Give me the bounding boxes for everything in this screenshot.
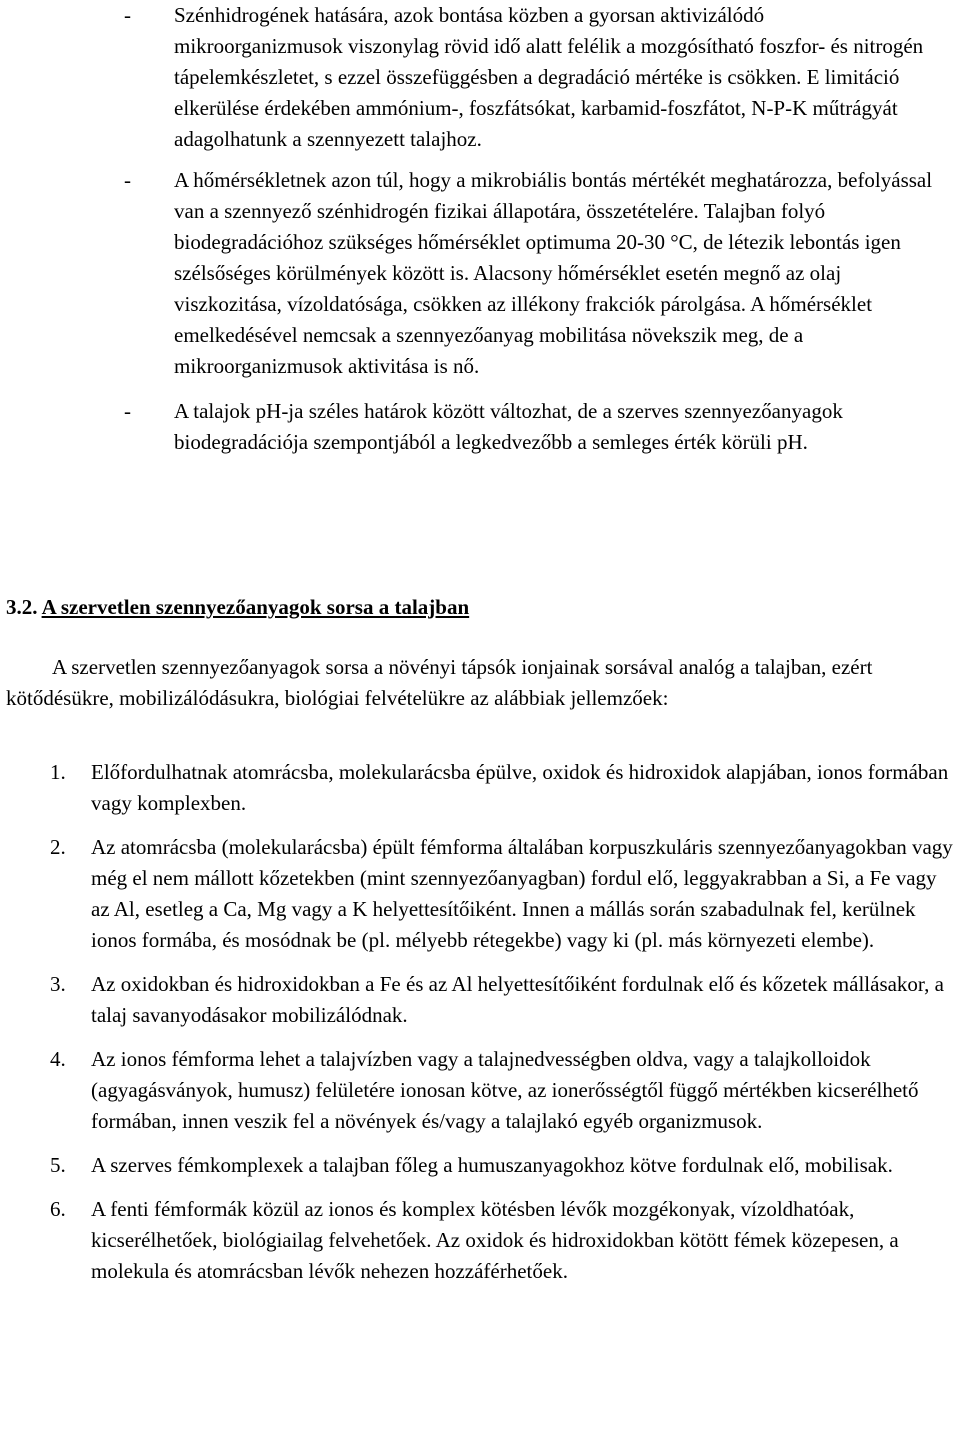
dash-marker: -: [124, 168, 131, 192]
item-text: Az oxidokban és hidroxidokban a Fe és az Al helyettesítőiként fordulnak elő és kőzetek mállásakor, a talaj savanyodásakor mobilizálódnak.: [91, 972, 944, 1027]
item-text: Az ionos fémforma lehet a talajvízben vagy a talajnedvességben oldva, vagy a talajkolloidok (agyagásványok, humusz) felületére ionosan kötve, az ionerősségtől függő mértékben kicserélhető formában, innen veszik fel a növények és/vagy a talajlakó egyéb organizmusok.: [91, 1047, 919, 1133]
intro-paragraph: A szervetlen szennyezőanyagok sorsa a növényi tápsók ionjainak sorsával analóg a talajban, ezért kötődésükre, mobilizálódásukra, biológiai felvételükre az alábbiak jellemzőek:: [6, 655, 873, 710]
item-number: 3.: [50, 972, 66, 996]
bullet-text: A talajok pH-ja széles határok között változhat, de a szerves szennyezőanyagok biodegradációja szempontjából a legkedvezőbb a semleges érték körüli pH.: [174, 399, 843, 454]
numbered-item: [0, 1150, 960, 1181]
dash-marker: -: [124, 399, 131, 423]
dash-marker: -: [124, 3, 131, 27]
bullet-list: [0, 0, 960, 458]
section-title: A szervetlen szennyezőanyagok sorsa a talajban: [41, 595, 470, 619]
numbered-item: [0, 1194, 960, 1287]
bullet-item-temperature: [0, 165, 960, 382]
numbered-item: [0, 757, 960, 819]
numbered-item: [0, 969, 960, 1031]
item-text: Előfordulhatnak atomrácsba, molekularácsba épülve, oxidok és hidroxidok alapjában, ionos formában vagy komplexben.: [91, 760, 949, 815]
item-number: 6.: [50, 1197, 66, 1221]
item-text: A fenti fémformák közül az ionos és komplex kötésben lévők mozgékonyak, vízoldhatóak, kicserélhetőek, biológiailag felvehetőek. Az oxidok és hidroxidokban kötött fémek közepesen, a molekula és atomrácsban lévők nehezen hozzáférhetőek.: [91, 1197, 899, 1283]
item-number: 1.: [50, 760, 66, 784]
numbered-item: [0, 1044, 960, 1137]
bullet-item-nutrients: [0, 0, 960, 155]
item-text: Az atomrácsba (molekularácsba) épült fémforma általában korpuszkuláris szennyezőanyagokban vagy még el nem mállott kőzetekben (mint szennyezőanyagban) fordul elő, leggyakrabban a Si, a Fe vagy az Al, esetleg a Ca, Mg vagy a K helyettesítőiként. Innen a mállás során szabadulnak fel, kerülnek ionos formába, és mosódnak be (pl. mélyebb rétegekbe) vagy ki (pl. más környezeti elembe).: [91, 835, 953, 952]
bullet-text: Szénhidrogének hatására, azok bontása közben a gyorsan aktivizálódó mikroorganizmusok viszonylag rövid idő alatt felélik a mozgósítható foszfor- és nitrogén tápelemkészletet, s ezzel összefüggésben a degradáció mértéke is csökken. E limitáció elkerülése érdekében ammónium-, foszfátsókat, karbamid-foszfátot, N-P-K műtrágyát adagolhatunk a szennyezett talajhoz.: [174, 3, 924, 151]
item-number: 4.: [50, 1047, 66, 1071]
item-text: A szerves fémkomplexek a talajban főleg a humuszanyagokhoz kötve fordulnak elő, mobilisak.: [91, 1153, 893, 1177]
item-number: 5.: [50, 1153, 66, 1177]
numbered-item: [0, 832, 960, 956]
bullet-text: A hőmérsékletnek azon túl, hogy a mikrobiális bontás mértékét meghatározza, befolyással van a szennyező szénhidrogén fizikai állapotára, összetételére. Talajban folyó biodegradációhoz szükséges hőmérséklet optimuma 20-30 °C, de létezik lebontás igen szélsőséges körülmények között is. Alacsony hőmérséklet esetén megnő az olaj viszkozitása, vízoldatósága, csökken az illékony frakciók párolgása. A hőmérséklet emelkedésével nemcsak a szennyezőanyag mobilitása növekszik meg, de a mikroorganizmusok aktivitása is nő.: [174, 168, 933, 378]
bullet-item-ph: [0, 396, 960, 458]
section-heading: [6, 592, 956, 623]
section-number: 3.2.: [6, 595, 38, 619]
numbered-list: [0, 757, 960, 1300]
item-number: 2.: [50, 835, 66, 859]
